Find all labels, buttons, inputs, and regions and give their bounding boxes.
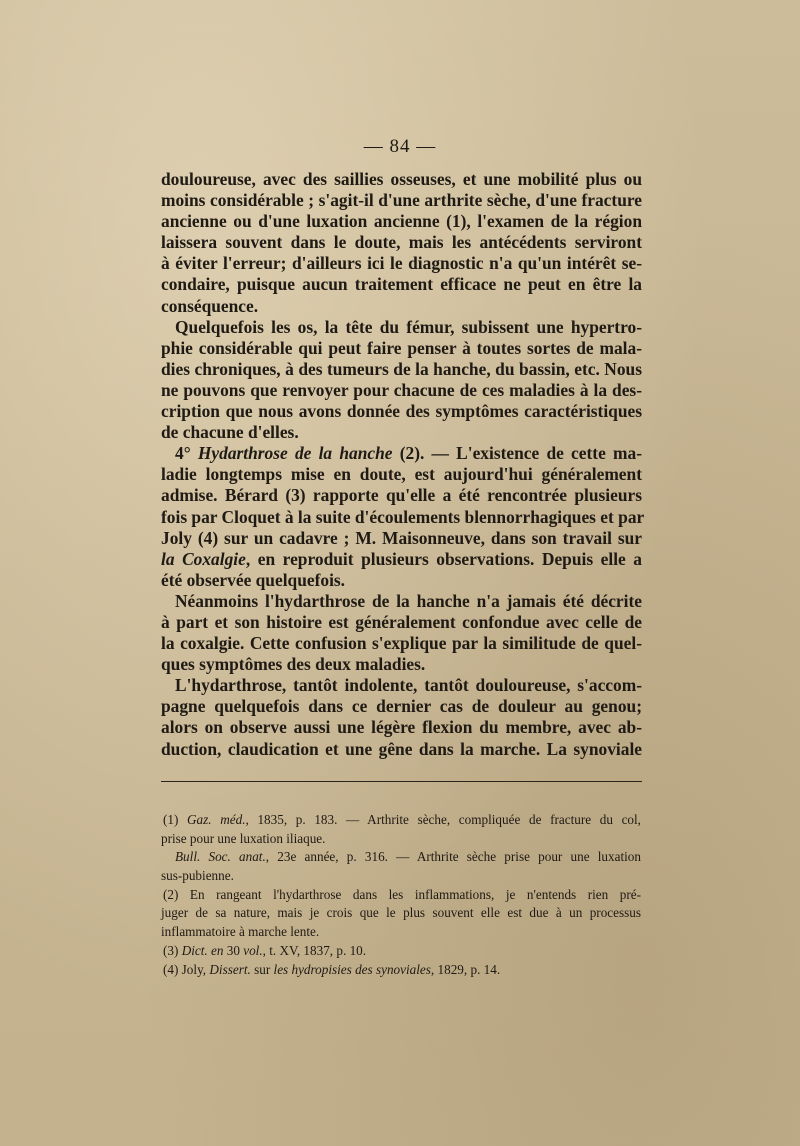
text-line: ancienne ou d'une luxation ancienne (1), l'examen de la région [161, 211, 642, 232]
text-line: moins considérable ; s'agit-il d'une arthrite sèche, d'une fracture [161, 190, 642, 211]
text-line: pagne quelquefois dans ce dernier cas de douleur au genou; [161, 696, 642, 717]
footnote-line [161, 848, 641, 867]
citation-title: les hydropisies des synoviales [273, 961, 431, 977]
footnote-line: juger de sa nature, mais je crois que le plus souvent elle est due à un processus [161, 905, 641, 921]
text-line: Joly (4) sur un cadavre ; M. Maisonneuve, dans son travail sur [161, 527, 642, 548]
italic-title: la Coxalgie [161, 548, 246, 569]
section-title: Hydarthrose de la hanche [197, 443, 393, 464]
text-line: à éviter l'erreur; d'ailleurs ici le diagnostic n'a qu'un intérêt se- [161, 253, 642, 274]
text-line: douloureuse, avec des saillies osseuses, et une mobilité plus ou [161, 169, 642, 189]
text-segment: , 23e année, p. 316. — Arthrite sèche prise pour une luxation [265, 849, 641, 865]
text-line: conséquence. [161, 295, 259, 316]
text-line: phie considérable qui peut faire penser à toutes sortes de mala- [161, 337, 642, 358]
text-line: été observée quelquefois. [161, 569, 346, 590]
page-number: — 84 — [363, 136, 437, 157]
citation-title: Dict. en [181, 942, 224, 958]
text-line: la coxalgie. Cette confusion s'explique par la similitude de quel- [161, 633, 642, 654]
footnote-marker: (1) [163, 812, 188, 827]
footnotes [161, 811, 641, 979]
footnote-line: prise pour une luxation iliaque. [161, 830, 326, 846]
text-line: dies chroniques, à des tumeurs de la hanche, du bassin, etc. Nous [161, 358, 642, 379]
text-line: condaire, puisque aucun traitement efficace ne peut en être la [161, 274, 642, 295]
text-line: ques symptômes des deux maladies. [161, 654, 426, 675]
footnote-line [161, 961, 641, 980]
text-line: ladie longtemps mise en doute, est aujourd'hui généralement [161, 464, 642, 485]
citation-title: Gaz. méd. [187, 812, 246, 827]
footnote-line [161, 811, 641, 830]
section-number: 4° [175, 443, 198, 464]
text-segment: , 1829, p. 14. [430, 961, 501, 977]
text-line: L'hydarthrose, tantôt indolente, tantôt douloureuse, s'accom- [175, 675, 642, 696]
text-segment: , en reproduit plusieurs observations. Depuis elle a [245, 548, 642, 569]
text-segment: 30 [223, 942, 244, 958]
citation-title: Bull. Soc. anat. [175, 849, 266, 865]
text-line: fois par Cloquet à la suite d'écoulements blennorrhagiques et par [161, 506, 645, 527]
text-line: de chacune d'elles. [161, 422, 299, 443]
footnote-marker: (3) [163, 942, 182, 958]
footnote-line: inflammatoire à marche lente. [161, 924, 320, 940]
text-line: à part et son histoire est généralement confondue avec celle de [161, 611, 642, 632]
citation-title: Dissert. [209, 961, 251, 977]
text-line [161, 549, 642, 570]
text-line: cription que nous avons donnée des symptômes caractéristiques [161, 401, 642, 422]
text-line: alors on observe aussi une légère flexion du membre, avec ab- [161, 717, 642, 738]
text-line: Néanmoins l'hydarthrose de la hanche n'a jamais été décrite [175, 590, 642, 611]
footnote-line [161, 942, 641, 961]
section-heading-line [161, 443, 642, 464]
text-segment: (2). — L'existence de cette ma- [392, 443, 642, 464]
footnote-line: sus-pubienne. [161, 868, 234, 884]
text-line: Quelquefois les os, la tête du fémur, subissent une hypertro- [175, 316, 642, 337]
footnote-separator [161, 781, 642, 782]
text-line: duction, claudication et une gêne dans la marche. La synoviale [161, 738, 642, 759]
text-line: ne pouvons que renvoyer pour chacune de ces maladies à la des- [161, 379, 642, 400]
main-text [161, 169, 645, 760]
text-line: admise. Bérard (3) rapporte qu'elle a été rencontrée plusieurs [161, 485, 642, 506]
text-line: laissera souvent dans le doute, mais les antécédents serviront [161, 232, 642, 253]
text-segment: , t. XV, 1837, p. 10. [262, 942, 367, 958]
footnote-line: (2) En rangeant l'hydarthrose dans les inflammations, je n'entends rien pré- [163, 886, 641, 902]
footnote-marker: (4) Joly, [163, 961, 210, 977]
text-segment: sur [250, 961, 274, 977]
citation-title: vol. [243, 942, 263, 958]
text-segment: , 1835, p. 183. — Arthrite sèche, compliquée de fracture du col, [245, 812, 641, 827]
